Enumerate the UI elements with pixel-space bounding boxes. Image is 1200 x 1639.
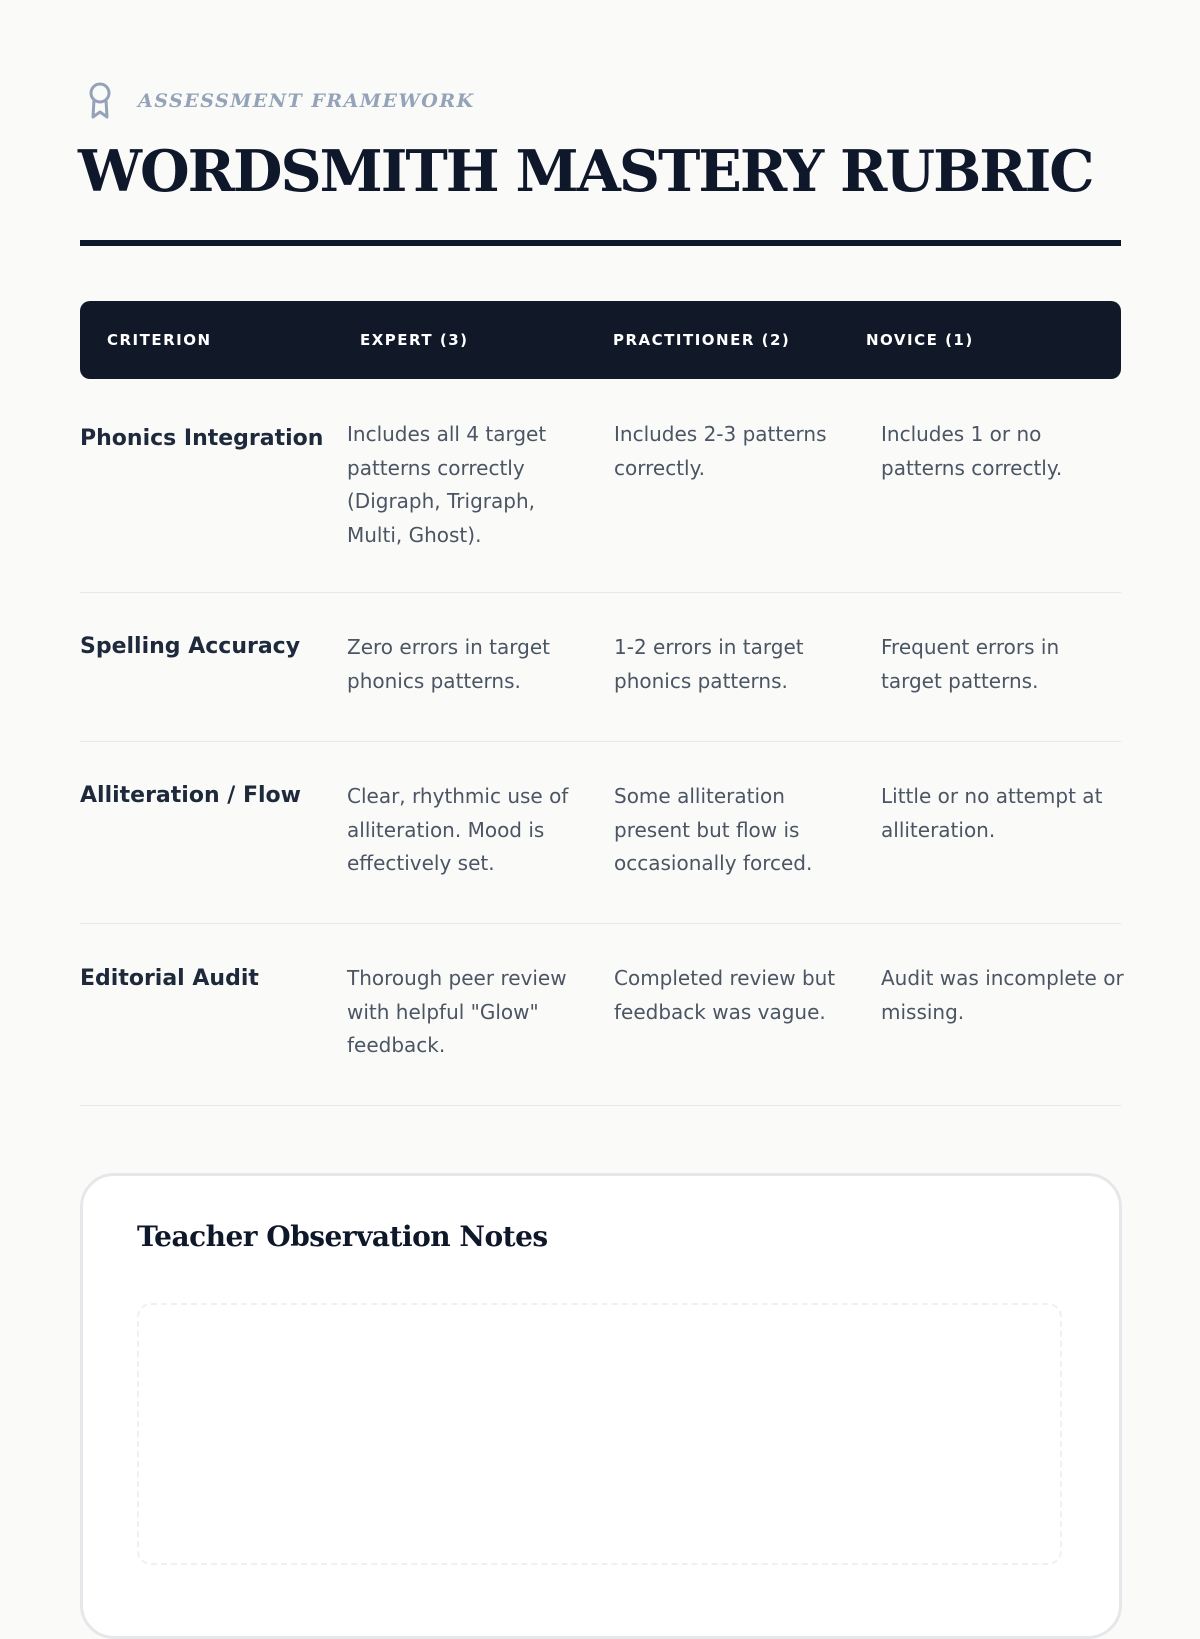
column-header-practitioner: PRACTITIONER (2) [613, 331, 791, 349]
table-header [80, 301, 1121, 379]
novice-descriptor: Frequent errors in target patterns. [881, 635, 1060, 693]
criterion-label: Spelling Accuracy [80, 634, 301, 659]
practitioner-descriptor: 1-2 errors in target phonics patterns. [614, 635, 804, 693]
criterion-label: Phonics Integration [80, 426, 324, 451]
column-header-criterion: CRITERION [107, 331, 212, 349]
title-divider [80, 240, 1121, 246]
notes-title: Teacher Observation Notes [137, 1220, 548, 1253]
criterion-label: Alliteration / Flow [80, 783, 301, 808]
table-row [80, 742, 1121, 924]
award-ribbon-icon [80, 80, 120, 122]
column-header-expert: EXPERT (3) [360, 331, 469, 349]
table-row [80, 924, 1124, 1106]
expert-descriptor: Clear, rhythmic use of alliteration. Mood is effectively set. [347, 784, 569, 875]
expert-descriptor: Thorough peer review with helpful "Glow" feedback. [347, 966, 567, 1057]
table-row [80, 593, 1121, 742]
table-row [80, 379, 1121, 593]
practitioner-descriptor: Includes 2-3 patterns correctly. [614, 422, 827, 480]
novice-descriptor: Little or no attempt at alliteration. [881, 784, 1103, 842]
column-header-novice: NOVICE (1) [866, 331, 974, 349]
practitioner-descriptor: Completed review but feedback was vague. [614, 966, 836, 1024]
criterion-label: Editorial Audit [80, 966, 259, 991]
teacher-notes-card [80, 1173, 1122, 1639]
page-title: WORDSMITH MASTERY RUBRIC [78, 138, 1093, 205]
eyebrow [80, 80, 475, 122]
expert-descriptor: Includes all 4 target patterns correctly (Digraph, Trigraph, Multi, Ghost). [347, 422, 547, 547]
practitioner-descriptor: Some alliteration present but flow is occasionally forced. [614, 784, 813, 875]
notes-textarea[interactable] [137, 1303, 1062, 1565]
novice-descriptor: Audit was incomplete or missing. [881, 966, 1124, 1024]
expert-descriptor: Zero errors in target phonics patterns. [347, 635, 550, 693]
novice-descriptor: Includes 1 or no patterns correctly. [881, 422, 1063, 480]
rubric-rows [80, 379, 1124, 1106]
eyebrow-label: ASSESSMENT FRAMEWORK [138, 90, 475, 112]
